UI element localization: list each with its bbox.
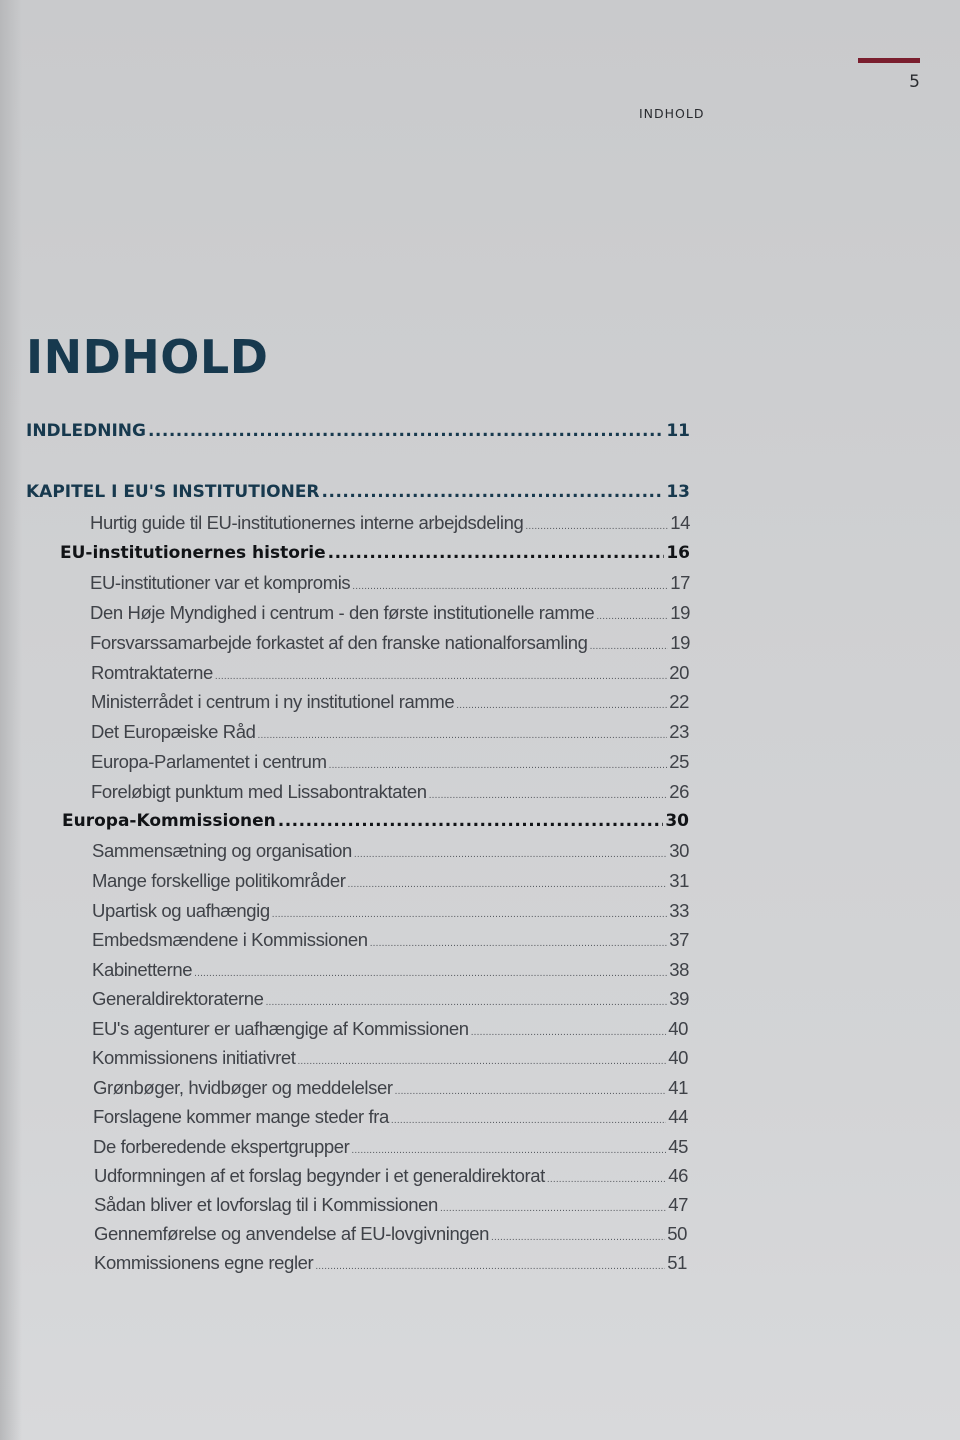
toc-label: Embedsmændene i Kommissionen (92, 929, 368, 950)
toc-page: 50 (667, 1223, 687, 1244)
header-accent-bar (858, 58, 920, 63)
toc-entry-sub (91, 691, 689, 713)
dot-leader (491, 1232, 665, 1243)
toc-page: 20 (669, 662, 689, 683)
toc-label: Generaldirektoraterne (92, 988, 264, 1009)
toc-entry-section (62, 811, 689, 831)
toc-label: Europa-Kommissionen (62, 811, 276, 831)
toc-entry-sub (94, 1194, 688, 1216)
toc-entry-sub (92, 840, 689, 862)
dot-leader (596, 611, 668, 622)
toc-page: 22 (669, 691, 689, 712)
dot-leader (278, 811, 664, 831)
toc-page: 45 (668, 1136, 688, 1157)
toc-entry-sub (91, 781, 689, 803)
toc-entry-sub (93, 1136, 688, 1158)
toc-label: Kommissionens egne regler (94, 1252, 314, 1273)
dot-leader (456, 700, 667, 711)
toc-entry-sub (91, 662, 689, 684)
dot-leader (328, 543, 665, 563)
toc-label: KAPITEL I EU'S INSTITUTIONER (26, 482, 320, 502)
page-title: INDHOLD (26, 330, 269, 384)
toc-label: De forberedende ekspertgrupper (93, 1136, 350, 1157)
toc-entry-sub (90, 632, 690, 654)
toc-entry-sub (93, 1106, 688, 1128)
toc-label: Forsvarssamarbejde forkastet af den franske nationalforsamling (90, 632, 588, 653)
toc-page: 33 (669, 900, 689, 921)
toc-page: 46 (668, 1165, 688, 1186)
toc-label: Sådan bliver et lovforslag til i Kommissionen (94, 1194, 438, 1215)
toc-label: Ministerrådet i centrum i ny institutionel ramme (91, 691, 455, 712)
dot-leader (266, 997, 668, 1008)
page-number: 5 (909, 72, 920, 92)
toc-entry-sub (94, 1165, 688, 1187)
toc-page: 14 (670, 512, 690, 533)
toc-entry-sub (94, 1223, 687, 1245)
dot-leader (590, 641, 669, 652)
dot-leader (429, 790, 668, 801)
toc-page: 40 (668, 1047, 688, 1068)
toc-entry-sub (93, 1077, 688, 1099)
toc-label: Romtraktaterne (91, 662, 213, 683)
toc-entry-sub (92, 988, 689, 1010)
toc-page: 11 (666, 421, 690, 441)
toc-page: 37 (669, 929, 689, 950)
toc-page: 40 (668, 1018, 688, 1039)
dot-leader (329, 760, 668, 771)
dot-leader (258, 730, 668, 741)
toc-page: 19 (670, 602, 690, 623)
toc-page: 19 (670, 632, 690, 653)
dot-leader (348, 879, 668, 890)
toc-entry-sub (94, 1252, 687, 1274)
toc-page: 17 (670, 572, 690, 593)
toc-entry-sub (90, 572, 690, 594)
toc-label: Upartisk og uafhængig (92, 900, 270, 921)
dot-leader (215, 671, 667, 682)
toc-page: 23 (669, 721, 689, 742)
toc-label: Foreløbigt punktum med Lissabontraktaten (91, 781, 427, 802)
dot-leader (525, 521, 668, 532)
dot-leader (370, 938, 668, 949)
dot-leader (354, 849, 667, 860)
toc-entry-chapter (26, 421, 690, 441)
dot-leader (297, 1056, 666, 1067)
toc-page: 30 (669, 840, 689, 861)
toc-page: 41 (668, 1077, 688, 1098)
toc-entry-chapter (26, 482, 690, 502)
toc-label: Gennemførelse og anvendelse af EU-lovgivningen (94, 1223, 490, 1244)
page-edge-shadow (0, 0, 22, 1440)
dot-leader (351, 1145, 666, 1156)
toc-label: INDLEDNING (26, 421, 146, 441)
dot-leader (322, 482, 665, 502)
dot-leader (315, 1261, 665, 1272)
toc-page: 38 (669, 959, 689, 980)
toc-label: Europa-Parlamentet i centrum (91, 751, 327, 772)
toc-label: Grønbøger, hvidbøger og meddelelser (93, 1077, 393, 1098)
toc-entry-sub (92, 959, 689, 981)
toc-label: Mange forskellige politikområder (92, 870, 346, 891)
dot-leader (547, 1174, 666, 1185)
toc-page: 30 (665, 811, 689, 831)
toc-entry-sub (92, 900, 689, 922)
toc-entry-sub (92, 1047, 688, 1069)
dot-leader (148, 421, 664, 441)
toc-label: Den Høje Myndighed i centrum - den første institutionelle ramme (90, 602, 595, 623)
dot-leader (471, 1027, 667, 1038)
toc-label: Udformningen af et forslag begynder i et generaldirektorat (94, 1165, 545, 1186)
dot-leader (440, 1203, 666, 1214)
toc-label: Forslagene kommer mange steder fra (93, 1106, 389, 1127)
toc-entry-sub (91, 751, 689, 773)
toc-entry-sub (91, 721, 689, 743)
toc-label: EU's agenturer er uafhængige af Kommissionen (92, 1018, 469, 1039)
dot-leader (352, 581, 668, 592)
toc-label: EU-institutionernes historie (60, 543, 326, 563)
toc-page: 47 (668, 1194, 688, 1215)
dot-leader (194, 968, 667, 979)
toc-label: Kommissionens initiativret (92, 1047, 296, 1068)
toc-page: 39 (669, 988, 689, 1009)
running-header: INDHOLD (639, 106, 705, 121)
toc-label: Kabinetterne (92, 959, 193, 980)
toc-page: 26 (669, 781, 689, 802)
dot-leader (395, 1086, 667, 1097)
dot-leader (272, 909, 667, 920)
toc-label: EU-institutioner var et kompromis (90, 572, 351, 593)
toc-page: 13 (666, 482, 690, 502)
toc-entry-sub (90, 512, 690, 534)
toc-page: 51 (667, 1252, 687, 1273)
dot-leader (391, 1115, 666, 1126)
toc-page: 25 (669, 751, 689, 772)
toc-page: 16 (666, 543, 690, 563)
toc-entry-sub (92, 1018, 688, 1040)
toc-label: Det Europæiske Råd (91, 721, 256, 742)
toc-label: Hurtig guide til EU-institutionernes interne arbejdsdeling (90, 512, 524, 533)
toc-entry-sub (90, 602, 690, 624)
toc-page: 44 (668, 1106, 688, 1127)
toc-label: Sammensætning og organisation (92, 840, 352, 861)
toc-entry-sub (92, 929, 689, 951)
toc-entry-sub (92, 870, 689, 892)
toc-entry-section (60, 543, 690, 563)
toc-page: 31 (669, 870, 689, 891)
